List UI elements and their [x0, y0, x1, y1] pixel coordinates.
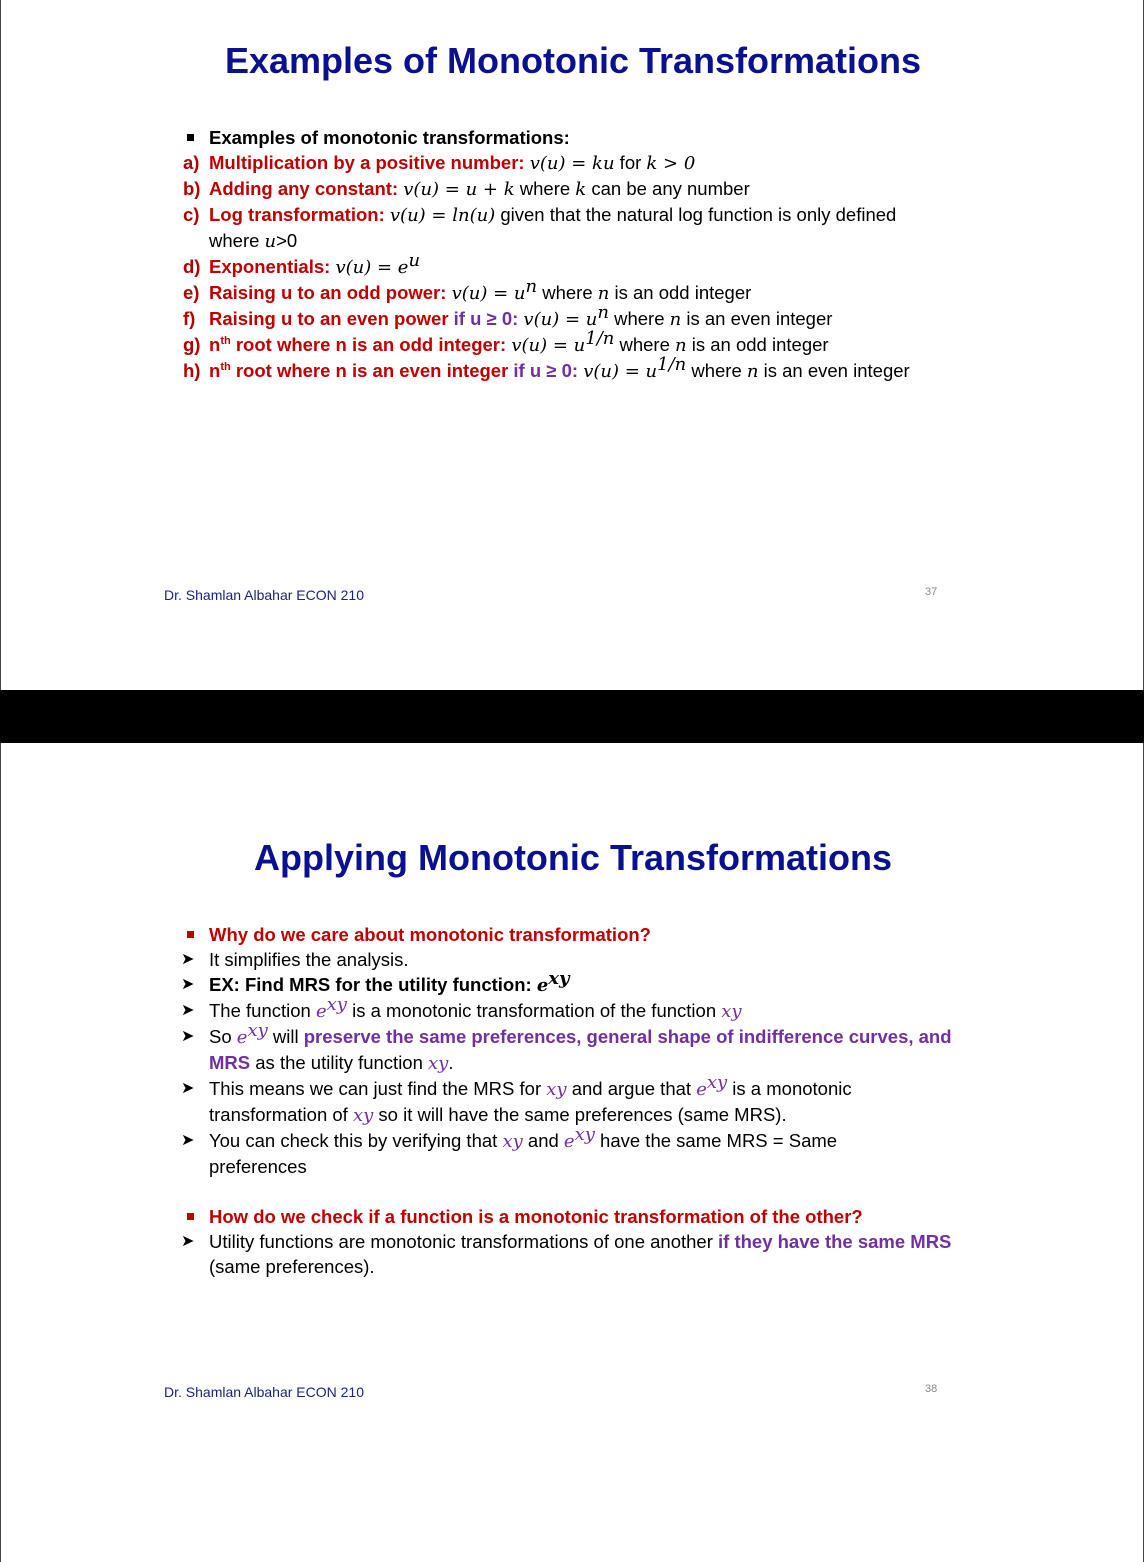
- question-line: Why do we care about monotonic transformation?: [161, 922, 961, 947]
- bullet-square-icon: [187, 1213, 194, 1220]
- arrow-bullet-icon: ➤: [181, 1080, 195, 1097]
- slide-title: Examples of Monotonic Transformations: [224, 40, 922, 81]
- arrow-item: ➤ It simplifies the analysis.: [181, 949, 409, 970]
- bullet-square-icon: [187, 931, 194, 938]
- arrow-item: ➤ This means we can just find the MRS for xy and argue that $e^{xy}$ is a monotonic transformation of xy so it will have the same preferences (same MRS).: [181, 1071, 852, 1126]
- slide-title: Applying Monotonic Transformations: [254, 837, 892, 878]
- list-item: c) Log transformation: v(u) = ln(u) given that the natural log function is only defined where u>0: [183, 204, 897, 252]
- intro-line: Examples of monotonic transformations:: [161, 125, 961, 150]
- arrow-item: ➤ EX: Find MRS for the utility function: $e^{xy}$: [181, 967, 570, 996]
- arrow-bullet-icon: ➤: [181, 1132, 195, 1149]
- bullet-square-icon: [187, 134, 194, 141]
- page-number: 37: [925, 586, 938, 598]
- arrow-bullet-icon: ➤: [181, 1028, 195, 1045]
- arrow-bullet-icon: ➤: [181, 1233, 195, 1250]
- slide-body: [161, 125, 961, 384]
- arrow-bullet-icon: ➤: [181, 951, 195, 968]
- arrow-item: ➤ You can check this by verifying that xy and $e^{xy}$ have the same MRS = Same preferences: [181, 1123, 838, 1177]
- slide-footer: Dr. Shamlan Albahar ECON 210: [164, 1384, 364, 1400]
- slide-body: [161, 922, 961, 1279]
- list-item: d) Exponentials: $v(u) = e^u$: [183, 249, 421, 278]
- arrow-item: ➤ The function $e^{xy}$ is a monotonic transformation of the function xy: [181, 993, 742, 1022]
- spacer: [161, 1179, 961, 1204]
- list-item: e) Raising u to an odd power: $v(u) = u^n$ where n is an odd integer: [183, 275, 752, 304]
- list-item: f) Raising u to an even power if u ≥ 0: $v(u) = u^n$ where n is an even integer: [183, 301, 833, 330]
- list-item: b) Adding any constant: v(u) = u + k where k can be any number: [183, 178, 750, 200]
- list-item: h) $n^{th}$ root where n is an even integer if u ≥ 0: $v(u) = u^{1/n}$ where n is an even integer: [183, 353, 910, 382]
- list-item: g) $n^{th}$ root where n is an odd integer: $v(u) = u^{1/n}$ where n is an odd integer: [183, 327, 829, 356]
- slide-separator: [0, 690, 1144, 743]
- page-number: 38: [925, 1383, 938, 1395]
- question-line: How do we check if a function is a monotonic transformation of the other?: [161, 1204, 961, 1229]
- slide-footer: Dr. Shamlan Albahar ECON 210: [164, 587, 364, 603]
- arrow-item: ➤ Utility functions are monotonic transformations of one another if they have the same MRS (same preferences).: [181, 1231, 952, 1277]
- arrow-bullet-icon: ➤: [181, 1002, 195, 1019]
- slide-37: [0, 0, 1144, 690]
- arrow-item: ➤ So $e^{xy}$ will preserve the same preferences, general shape of indifference curves, and MRS as the utility function xy.: [181, 1019, 952, 1074]
- arrow-bullet-icon: ➤: [181, 976, 195, 993]
- slide-38: [0, 743, 1144, 1562]
- list-item: a) Multiplication by a positive number: v(u) = ku for k > 0: [183, 152, 696, 174]
